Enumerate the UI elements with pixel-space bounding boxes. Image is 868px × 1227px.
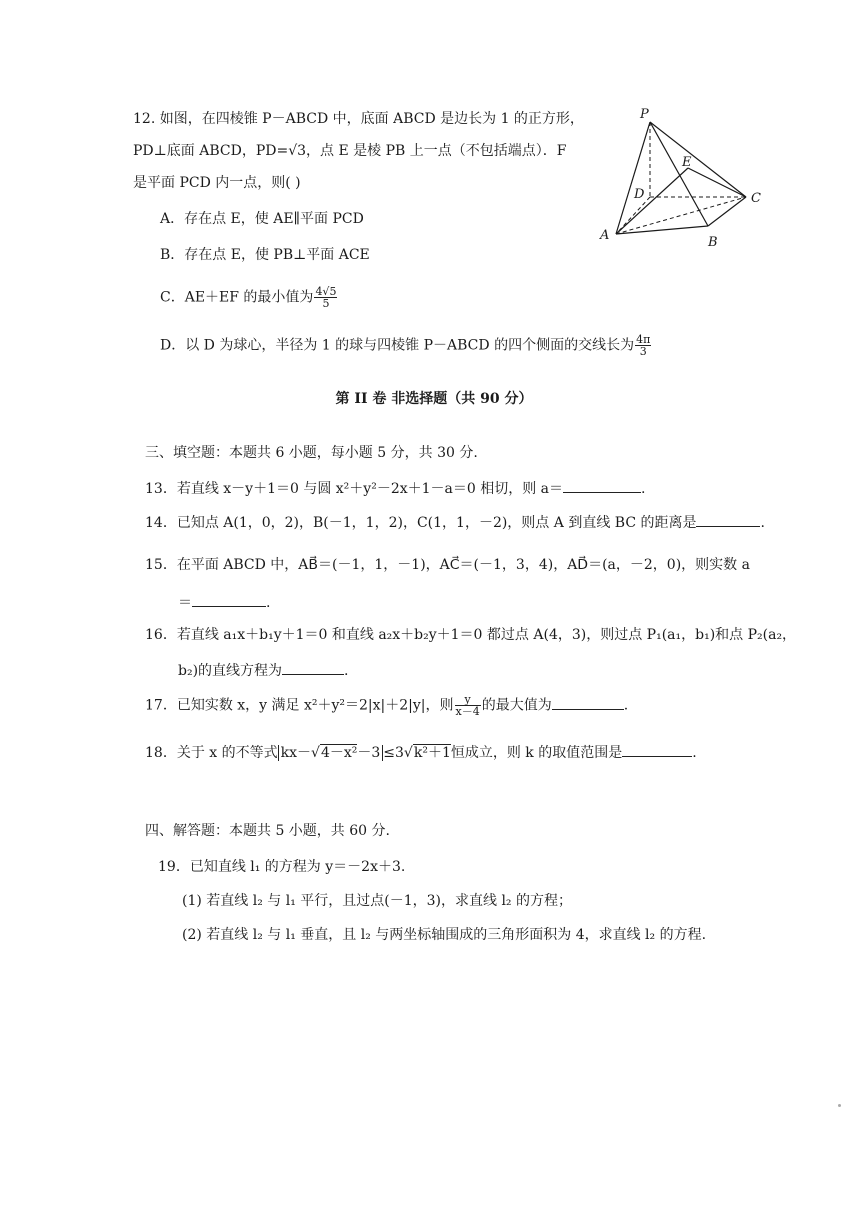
q15-answer-blank bbox=[192, 592, 266, 607]
q18-abs-part-a: kx－ bbox=[280, 745, 312, 761]
part4-heading: 四、解答题：本题共 5 小题，共 60 分. bbox=[145, 823, 390, 839]
q15-end: . bbox=[266, 595, 271, 611]
q14-answer-blank bbox=[696, 512, 760, 527]
label-e: E bbox=[682, 155, 692, 170]
pyramid-figure bbox=[596, 100, 776, 260]
q13-end: . bbox=[641, 481, 646, 497]
q14 bbox=[145, 512, 765, 532]
q18-absolute-value bbox=[278, 745, 384, 761]
q19-part-1: (1) 若直线 l₂ 与 l₁ 平行，且过点(－1，3)，求直线 l₂ 的方程； bbox=[182, 893, 572, 909]
q12-option-d-fraction bbox=[635, 334, 651, 357]
q19-part-2: (2) 若直线 l₂ 与 l₁ 垂直，且 l₂ 与两坐标轴围成的三角形面积为 4，求直线 l₂ 的方程. bbox=[182, 927, 707, 943]
q18-sqrt1: 4－x² bbox=[320, 745, 358, 761]
q13 bbox=[145, 478, 645, 498]
q18-text-after: 恒成立，则 k 的取值范围是 bbox=[450, 745, 623, 761]
q16-text: b₂)的直线方程为 bbox=[178, 663, 283, 679]
label-p: P bbox=[640, 107, 649, 122]
q12-option-c-numerator: 4√5 bbox=[315, 285, 337, 298]
q18-end: . bbox=[692, 745, 697, 761]
q12-option-c-fraction bbox=[314, 286, 337, 309]
section-2-title: 第 II 卷 非选择题（共 90 分） bbox=[335, 391, 533, 407]
q17-end: . bbox=[623, 697, 629, 714]
label-a: A bbox=[600, 228, 610, 243]
q12-option-d-denominator: 3 bbox=[639, 345, 647, 358]
q12-option-c bbox=[160, 286, 338, 309]
q18-leq: ≤3 bbox=[383, 745, 404, 761]
q16-end: . bbox=[344, 663, 349, 679]
label-d: D bbox=[634, 187, 645, 202]
q17-text-after: 的最大值为 bbox=[481, 697, 552, 714]
q12-line3: 是平面 PCD 内一点，则( ) bbox=[133, 175, 301, 191]
label-c: C bbox=[751, 191, 761, 206]
q12-line1: 12. 如图，在四棱锥 P－ABCD 中，底面 ABCD 是边长为 1 的正方形， bbox=[133, 111, 584, 127]
edge-pc bbox=[650, 122, 746, 197]
q12-option-c-text: C．AE＋EF 的最小值为 bbox=[160, 289, 314, 306]
q17 bbox=[145, 694, 628, 717]
q17-numerator: y bbox=[455, 694, 481, 706]
q18-abs-part-b: －3 bbox=[357, 745, 381, 761]
q17-fraction bbox=[455, 694, 481, 717]
q18-text: 18．关于 x 的不等式 bbox=[145, 745, 278, 761]
edge-pa bbox=[616, 122, 650, 234]
q15: 15．在平面 ABCD 中，AB⃗＝(－1，1，－1)，AC⃗＝(－1，3，4)，AD⃗＝(a，－2，0)，则实数 a bbox=[145, 557, 750, 573]
q16-continuation bbox=[178, 660, 349, 680]
q18-sqrt2-radical: √ bbox=[403, 745, 413, 761]
q16: 16．若直线 a₁x＋b₁y＋1＝0 和直线 a₂x＋b₂y＋1＝0 都过点 A(4，3)，则过点 P₁(a₁，b₁)和点 P₂(a₂， bbox=[145, 627, 797, 643]
q12-option-d-text: D．以 D 为球心，半径为 1 的球与四棱锥 P－ABCD 的四个侧面的交线长为 bbox=[160, 337, 635, 354]
edge-bc bbox=[708, 197, 746, 226]
q18 bbox=[145, 742, 697, 762]
part3-heading: 三、填空题：本题共 6 小题，每小题 5 分，共 30 分. bbox=[145, 445, 478, 461]
q13-answer-blank bbox=[563, 478, 641, 493]
label-b: B bbox=[708, 235, 718, 250]
q12-option-b: B．存在点 E，使 PB⊥平面 ACE bbox=[160, 247, 370, 263]
q17-text: 17．已知实数 x，y 满足 x²＋y²＝2|x|＋2|y|，则 bbox=[145, 697, 454, 714]
q12-line2: PD⊥底面 ABCD，PD=√3，点 E 是棱 PB 上一点（不包括端点）．F bbox=[133, 143, 567, 159]
q12-option-a: A．存在点 E，使 AE∥平面 PCD bbox=[160, 211, 364, 227]
q16-answer-blank bbox=[282, 660, 344, 675]
q15-equals: ＝ bbox=[178, 595, 192, 611]
q13-text: 13．若直线 x－y＋1＝0 与圆 x²＋y²－2x＋1－a＝0 相切，则 a＝ bbox=[145, 481, 564, 497]
q17-denominator: x－4 bbox=[455, 705, 480, 718]
q18-sqrt1-radical: √ bbox=[311, 745, 320, 761]
q14-end: . bbox=[760, 515, 765, 531]
q14-text: 14．已知点 A(1，0，2)，B(－1，1，2)，C(1，1，－2)，则点 A 到直线 BC 的距离是 bbox=[145, 515, 697, 531]
q18-sqrt2: k²＋1 bbox=[413, 745, 451, 761]
scan-speck bbox=[838, 1104, 841, 1107]
q12-option-c-denominator: 5 bbox=[322, 297, 330, 310]
q12-option-d bbox=[160, 334, 652, 357]
q18-answer-blank bbox=[622, 742, 692, 757]
q12-option-d-numerator: 4π bbox=[636, 333, 651, 346]
q19: 19．已知直线 l₁ 的方程为 y＝－2x＋3. bbox=[158, 859, 406, 875]
segment-ec bbox=[688, 168, 746, 197]
q17-answer-blank bbox=[552, 695, 624, 710]
q15-continuation bbox=[178, 592, 270, 612]
